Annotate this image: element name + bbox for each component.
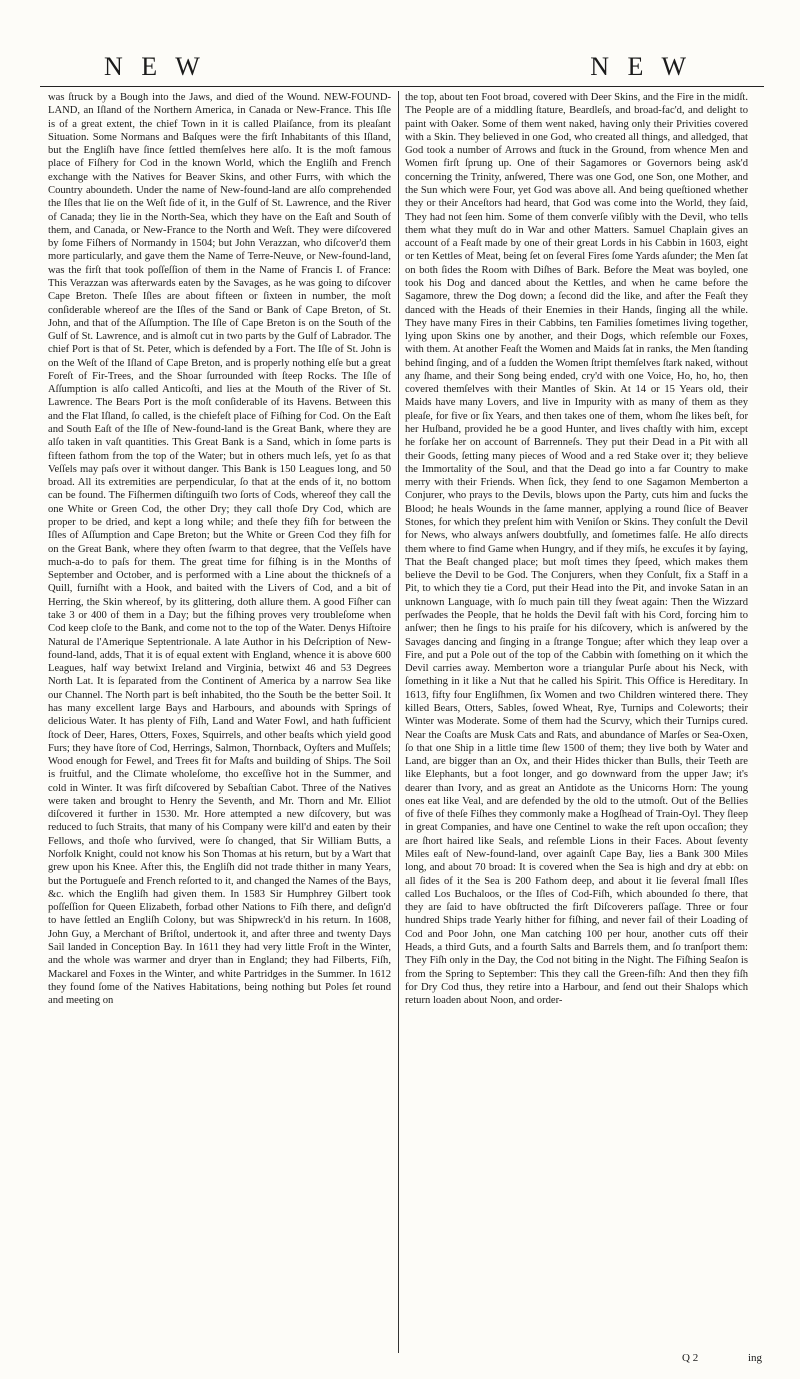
signature-mark: Q 2 xyxy=(682,1352,699,1364)
text-columns xyxy=(48,91,762,1353)
catchword: ing xyxy=(747,1352,762,1364)
left-column-text: was ſtruck by a Bough into the Jaws, and died of the Wound. NEW-FOUND-LAND, an Iſland of the Northern America, in Canada or New-France. This Iſle is of a great extent, the chief Town in it is called Plaiſance, from its pleaſant Situation. Some Normans and Baſques were the firſt Inhabitants of this Iſland, but the Engliſh have ſince ſettled themſelves here alſo. It is the moſt famous place of Fiſhery for Cod in the known World, which the Engliſh and French exchange with the Natives for Beaver Skins, and other Furrs, with which the Country aboundeth. Under the name of New-found-land are alſo comprehended the Iſles that lie on the Weſt ſide of it, in the Gulf of St. Lawrence, and the River of Canada; they lie in the North-Sea, which they have on the Eaſt and South of them, and Canada, or New-France to the North and Weſt. They were diſcovered by ſome Fiſhers of Normandy in 1504; but John Verazzan, who diſcover'd them more particularly, and gave them the Name of Terre-Neuve, or New-found-land, was the firſt that took poſſeſſion of them in the Name of Francis I. of France: This Verazzan was afterwards eaten by the Savages, as he was going to diſcover Cape Breton. Theſe Iſles are about fifteen or ſixteen in number, the moſt conſiderable whereof are the Iſles of the Sand or Bank of Cape Breton, of St. John, and that of the Aſſumption. The Iſle of Cape Breton is on the South of the Gulf of St. Lawrence, and is almoſt cut in two parts by the Gulf of Labrador. The chief Port is that of St. Peter, which is defended by a Fort. The Iſle of St. John is on the Weſt of the Iſland of Cape Breton, and is properly nothing elſe but a great Foreſt of Fir-Trees, and the Shoar ſurrounded with ſteep Rocks. The Iſle of Aſſumption is alſo called Anticoſti, and lies at the Mouth of the River of St. Lawrence. The Bears Port is the moſt conſiderable of its Havens. Between this and the Flat Iſland, ſo called, is the chiefeſt place of Fiſhing for Cod. On the Eaſt and South Eaſt of the Iſle of New-found-land is the Great Bank, where they are alſo taken in vaſt quantities. This Great Bank is a Sand, which in ſome parts is fifteen fathom from the top of the Water; but in others much leſs, yet ſo as that Veſſels may paſs over it without danger. This Bank is 150 Leagues long, and 50 broad. All its extremities are perpendicular, ſo that at the ends of it, no bottom can be found. The Fiſhermen diſtinguiſh two ſorts of Cods, whereof they call the one White or Green Cod, the other Dry; they call thoſe Dry Cod, which are proper to be dried, and kept a long while; and theſe they fiſh for between the Iſles of Aſſumption and Cape Breton; but the White or Green Cod they fiſh for on the Great Bank, where they often ſwarm to that degree, that the Veſſels have much-a-do to paſs for them. The great time for fiſhing is in the Months of September and October, and is performed with a Line about the thickneſs of a Quill, furniſht with a Hook, and baited with the Livers of Cod, and a bit of Herring, the Skin whereof, by its glittering, doth allure them. A good Fiſher can take 3 or 400 of them in a Day; but the fiſhing proves very troubleſome when Cod keep cloſe to the Bank, and come not to the top of the Water. Denys Hiſtoire Natural de l'Amerique Septentrionale. A late Author in his Deſcription of New-found-land, adds, That it is of equal extent with England, whence it is above 600 Leagues, half way betwixt Ireland and Virginia, betwixt 46 and 53 Degrees North Lat. It is ſeparated from the Continent of America by a narrow Sea like our Channel. The North part is beſt inhabited, tho the South be the better Soil. It has many excellent large Bays and Harbours, and abounds with Springs of delicious Water. It has plenty of Fiſh, Land and Water Fowl, and hath ſufficient ſtock of Deer, Hares, Otters, Foxes, Squirrels, and other beaſts which yield good Furs; they have ſtore of Cod, Herrings, Salmon, Thornback, Oyſters and Muſſels; Wood enough for Fewel, and Trees fit for Maſts and building of Ships. The Soil is fruitful, and the Climate wholeſome, tho exceſſive hot in the Summer, and cold in Winter. It was firſt diſcovered by Sebaſtian Cabot. Three of the Natives were taken and brought to Henry the Seventh, and Mr. Thorn and Mr. Elliot diſcovered it further in 1530. Mr. Hore attempted a new diſcovery, but was reduced to ſuch Straits, that many of his Company were kill'd and eaten by their Fellows, and thoſe who ſurvived, were ſo changed, that Sir William Butts, a Norfolk Knight, could not know his Son Thomas at his return, but by a Wart that grew upon his Knee. After this, the Engliſh did not trade thither in many Years, but the Portugueſe and French reſorted to it, and changed the Names of the Bays, &c. which the Engliſh had given them. In 1583 Sir Humphrey Gilbert took poſſeſſion for Queen Elizabeth, forbad other Nations to Fiſh there, and deſign'd to have ſettled an Engliſh Colony, but was Shipwreck'd in his return. In 1608, John Guy, a Merchant of Briſtol, undertook it, and after three and twenty Days Sail landed in Conception Bay. In 1611 they had very little Froſt in the Winter, and the whole was warmer and dryer than in England; they had Filberts, Fiſh, Mackarel and Foxes in the Winter, and white Partridges in the Summer. In 1612 they found ſome of the Natives Habitations, being nothing but Poles ſet round and meeting on xyxy=(48,92,391,1007)
page-footer xyxy=(48,1352,762,1368)
header-left-word: N E W xyxy=(104,52,206,81)
right-column-text: the top, about ten Foot broad, covered with Deer Skins, and the Fire in the midſt. The People are of a middling ſtature, Beardleſs, and broad-fac'd, and delight to paint with Oaker. Some of them went naked, having only their Privities covered with a Skin. They believed in one God, who created all things, and alledged, that God took a number of Arrows and ſtuck in the Ground, from whence Men and Women firſt ſprung up. One of their Sagamores or Governors being ask'd concerning the Trinity, anſwered, There was one God, one Son, one Mother, and the Sun which were Four, yet God was above all. And being queſtioned whether they or their Anceſtors had heard, that God was come into the World, they ſaid, They had not ſeen him. Some of them converſe viſibly with the Devil, who tells them what they muſt do in War and other Matters. Samuel Chaplain gives an account of a Feaſt made by one of their great Lords in his Cabbin in 1603, eight or ten Kettles of Meat, being ſet on ſeveral Fires ſome Yards aſunder; the Men ſat on both ſides the Room with Diſhes of Bark. Before the Meat was boyled, one took his Dog and danced about the Kettles, and when he came before the Sagamore, threw the Dog down; a ſecond did the like, and after the Feaſt they danced with the Heads of their Enemies in their Hands, ſinging all the while. They have many Fires in their Cabbins, ten Families ſometimes living together, lying upon Skins one by another, and their Dogs, which reſemble our Foxes, with them. At another Feaſt the Women and Maids ſat in ranks, the Men ſtanding behind ſinging, and of a ſudden the Women ſtript themſelves ſtark naked, without any ſhame, and their Song being ended, cry'd with one Voice, Ho, ho, ho, then covered themſelves with their Mantles of Skin. At 14 or 15 Years old, their Maids have many Lovers, and live in Impurity with as many of them as they pleaſe, for five or ſix Years, and then takes one of them, whom ſhe likes beſt, for her Huſband, provided he be a good Hunter, and lives chaſtly with him, except he forſake her on account of Barrenneſs. They put their Dead in a Pit with all their Goods, ſetting many pieces of Wood and a red Stake over it; they believe the Immortality of the Soul, and that the Dead go into a far Country to make merry with their Friends. When ſick, they ſend to one Sagamon Memberton a Conjurer, who prays to the Devils, blows upon the Party, cuts him and ſucks the Blood; he heals Wounds in the ſame manner, applying a round ſlice of Beaver Stones, for which they preſent him with Veniſon or Skins. They conſult the Devil for News, who always anſwers doubtfully, and ſometimes falſe. He alſo directs them where to find Game when Hungry, and if they miſs, he excuſes it by ſaying, That the Beaſt changed place; but moſt times they ſpeed, which makes them believe the Devil to be God. The Conjurers, when they Conſult, fix a Staff in a Pit, to which they tie a Cord, put their Head into the Pit, and invoke Satan in an unknown Language, with ſo much pain till they ſweat again: Then the Wizzard perſwades the People, that he holds the Devil faſt with his Cord, forcing him to anſwer; then he ſings to his praiſe for his diſcovery, which is anſwered by the Savages dancing and ſinging in a ſtrange Tongue; after which they leap over a Fire, and put a Pole out of the top of the Cabbin with ſomething on it which the Devil carries away. Memberton wore a triangular Purſe about his Neck, with ſomething in it like a Nut that he called his Spirit. This Office is Hereditary. In 1613, fifty four Engliſhmen, ſix Women and two Children wintered there. They killed Bears, Otters, Sables, ſowed Wheat, Rye, Turnips and Coleworts; their Winter was Moderate. Some of them had the Scurvy, which their Turnips cured. Near the Coaſts are Musk Cats and Rats, and abundance of Marſes or Sea-Oxen, ſo that one Ship in a little time ſlew 1500 of them; they live both by Water and Land, are bigger than an Ox, and their Hides thicker than Bulls, their Teeth are like Elephants, but a foot longer, and go downward from the upper Jaw; it's dearer than Ivory, and as great an Antidote as the Unicorns Horn: The young ones eat like Veal, and are defended by the old to the utmoſt. Out of the Bellies of five of theſe Fiſhes they commonly make a Hogſhead of Train-Oyl. They ſleep in great Companies, and have one Centinel to wake the reſt upon occaſion; they are ſhort haired like Seals, and reſemble Lions in their Faces. About ſeventy Miles eaſt of New-found-land, over againſt Cape Bay, lies a Bank 300 Miles long, and about 70 broad: It is covered when the Sea is high and dry at ebb: on all ſides of it the Sea is 200 Fathom deep, and about it lie ſeveral ſmall Iſles called Los Buchaloos, or the Iſles of Cod-Fiſh, which abounded ſo there, that they are ſaid to have obſtructed the firſt Diſcoverers paſſage. Three or four hundred Ships trade Yearly hither for fiſhing, and never fail of their Loading of Cod and Poor John, one Man catching 100 per hour, another cuts off their Heads, a third Guts, and a fourth Salts and Barrels them, and ſo tranſport them: They Fiſh only in the Day, the Cod not biting in the Night. The Fiſhing Seaſon is from the Spring to September: This they call the Green-fiſh: And then they fiſh for Dry Cod thus, they retire into a Harbour, and ſend out their Shalops which return loaden about Noon, and order- xyxy=(405,92,748,1007)
column-divider xyxy=(398,91,399,1353)
running-header xyxy=(40,52,764,87)
left-column xyxy=(48,91,391,1353)
header-right-word: N E W xyxy=(590,52,692,81)
right-column xyxy=(405,91,748,1353)
